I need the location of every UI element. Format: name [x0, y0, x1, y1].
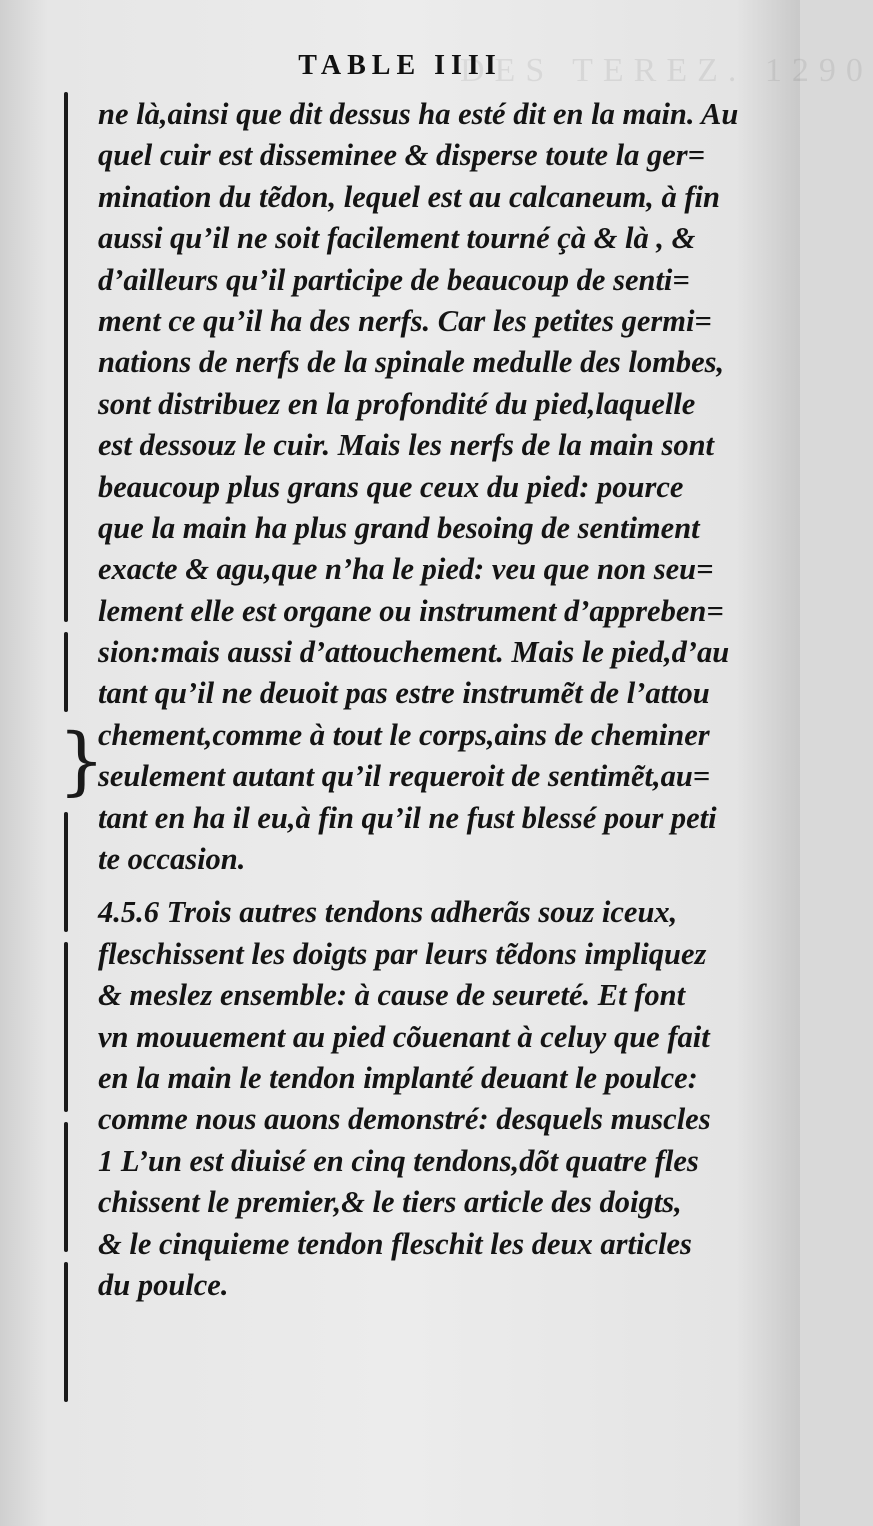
- text-line: quel cuir est disseminee & disperse toute la ger=: [98, 138, 706, 173]
- text-line: & le cinquieme tendon fleschit les deux articles: [98, 1226, 692, 1261]
- text-line: ment ce qu’il ha des nerfs. Car les petites germi=: [98, 303, 712, 338]
- text-line: 4.5.6 Trois autres tendons adherãs souz iceux,: [98, 895, 678, 930]
- text-line: aussi qu’il ne soit facilement tourné çà & là , &: [98, 221, 696, 256]
- text-line: chement,comme à tout le corps,ains de cheminer: [98, 717, 710, 752]
- margin-bar: [64, 632, 68, 712]
- text-line: mination du tẽdon, lequel est au calcaneum, à fin: [98, 179, 720, 214]
- body-text: [98, 94, 778, 1306]
- text-line: est dessouz le cuir. Mais les nerfs de la main sont: [98, 428, 715, 463]
- text-line: sion:mais aussi d’attouchement. Mais le pied,d’au: [98, 635, 730, 670]
- margin-brace: }: [58, 718, 106, 804]
- text-line: & meslez ensemble: à cause de seureté. Et font: [98, 978, 686, 1013]
- bleed-through-text: DES TEREZ. 1290: [460, 52, 873, 89]
- text-line: d’ailleurs qu’il participe de beaucoup de senti=: [98, 262, 690, 297]
- text-line: tant qu’il ne deuoit pas estre instrumẽt de l’attou: [98, 676, 710, 711]
- paragraph-1: [98, 94, 778, 880]
- paragraph-2: [98, 892, 778, 1306]
- margin-bar: [64, 812, 68, 932]
- text-line: nations de nerfs de la spinale medulle des lombes,: [98, 345, 725, 380]
- text-line: tant en ha il eu,à fin qu’il ne fust blessé pour peti: [98, 800, 717, 835]
- text-line: que la main ha plus grand besoing de sentiment: [98, 510, 700, 545]
- text-line: vn mouuement au pied cõuenant à celuy que fait: [98, 1019, 710, 1054]
- running-header: TABLE IIII: [298, 50, 502, 81]
- paragraph-gap: [98, 880, 778, 892]
- text-line: ne là,ainsi que dit dessus ha esté dit en la main. Au: [98, 97, 739, 131]
- text-line: beaucoup plus grans que ceux du pied: pource: [98, 469, 684, 504]
- text-line: sont distribuez en la profondité du pied,laquelle: [98, 386, 696, 421]
- text-line: 1 L’un est diuisé en cinq tendons,dõt quatre fles: [98, 1143, 699, 1178]
- margin-bar: [64, 92, 68, 622]
- text-line: chissent le premier,& le tiers article des doigts,: [98, 1185, 682, 1220]
- text-line: lement elle est organe ou instrument d’appreben=: [98, 593, 724, 628]
- text-line: seulement autant qu’il requeroit de sentimẽt,au=: [98, 759, 711, 794]
- text-line: fleschissent les doigts par leurs tẽdons impliquez: [98, 936, 707, 971]
- text-line: exacte & agu,que n’ha le pied: veu que non seu=: [98, 552, 714, 587]
- margin-bar: [64, 1122, 68, 1252]
- text-line: du poulce.: [98, 1267, 229, 1302]
- text-line: comme nous auons demonstré: desquels muscles: [98, 1102, 711, 1137]
- text-line: te occasion.: [98, 842, 246, 877]
- text-line: en la main le tendon implanté deuant le poulce:: [98, 1060, 698, 1095]
- margin-bar: [64, 1262, 68, 1402]
- margin-bar: [64, 942, 68, 1112]
